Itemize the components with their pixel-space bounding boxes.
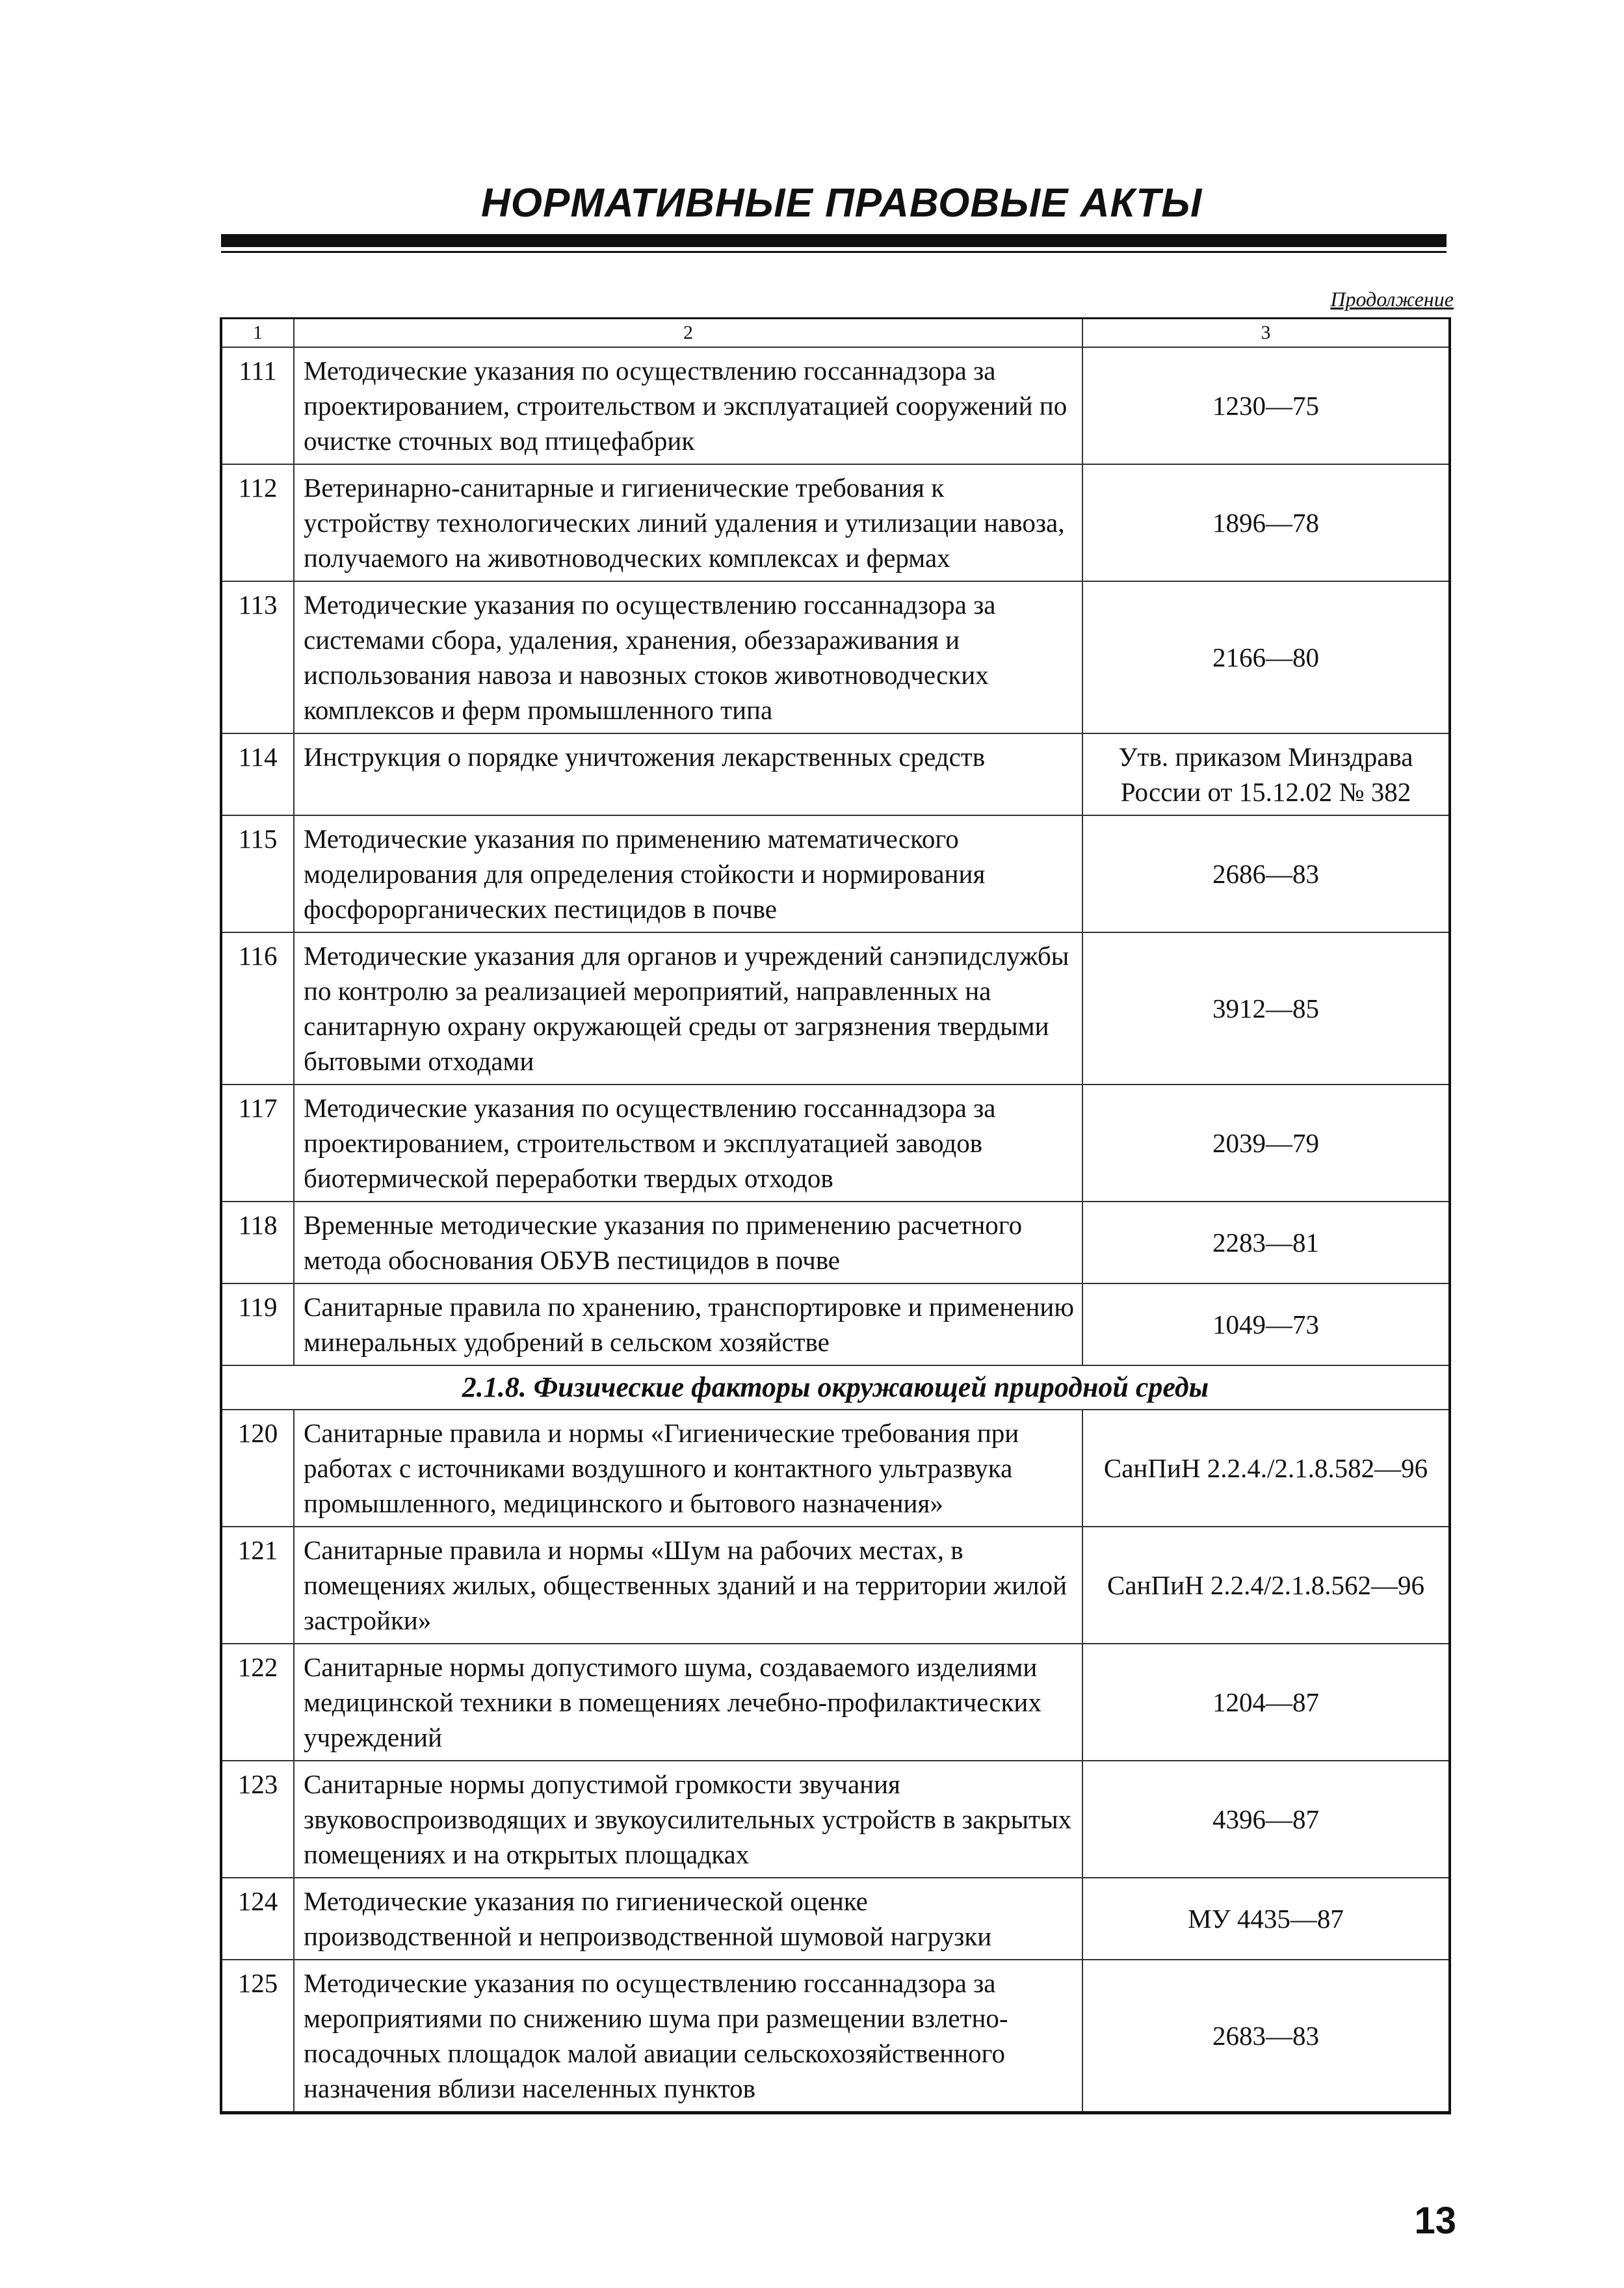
row-description: Методические указания по осуществлению госсаннадзора за проектированием, строительством и эксплуатацией заводов биотермической переработки твердых отходов xyxy=(294,1085,1082,1202)
row-number: 123 xyxy=(221,1761,294,1878)
row-number: 120 xyxy=(221,1410,294,1527)
header-rule-thick xyxy=(221,234,1447,247)
table-row xyxy=(221,1527,1450,1644)
row-description: Санитарные правила по хранению, транспортировке и применению минеральных удобрений в сельском хозяйстве xyxy=(294,1283,1082,1365)
row-number: 113 xyxy=(221,581,294,733)
row-number: 125 xyxy=(221,1960,294,2113)
row-document-code: 4396—87 xyxy=(1082,1761,1450,1878)
row-description: Методические указания по осуществлению госсаннадзора за системами сбора, удаления, хранения, обеззараживания и использования навоза и навозных стоков животноводческих комплексов и ферм промышленного типа xyxy=(294,581,1082,733)
row-number: 124 xyxy=(221,1878,294,1960)
table-row xyxy=(221,1878,1450,1960)
row-document-code: МУ 4435—87 xyxy=(1082,1878,1450,1960)
table-row xyxy=(221,464,1450,581)
page-number: 13 xyxy=(1414,2200,1456,2242)
table-row xyxy=(221,581,1450,733)
table-row xyxy=(221,1085,1450,1202)
row-document-code: 2683—83 xyxy=(1082,1960,1450,2113)
table-row xyxy=(221,733,1450,815)
row-description: Ветеринарно-санитарные и гигиенические требования к устройству технологических линий удаления и утилизации навоза, получаемого на животноводческих комплексах и фермах xyxy=(294,464,1082,581)
row-document-code: 1049—73 xyxy=(1082,1283,1450,1365)
row-description: Санитарные нормы допустимого шума, создаваемого изделиями медицинской техники в помещениях лечебно-профилактических учреждений xyxy=(294,1644,1082,1761)
row-number: 117 xyxy=(221,1085,294,1202)
row-number: 118 xyxy=(221,1202,294,1283)
row-description: Методические указания для органов и учреждений санэпидслужбы по контролю за реализацией мероприятий, направленных на санитарную охрану окружающей среды от загрязнения твердыми бытовыми отходами xyxy=(294,932,1082,1085)
regulations-table xyxy=(220,317,1451,2114)
row-document-code: 2283—81 xyxy=(1082,1202,1450,1283)
row-number: 111 xyxy=(221,347,294,464)
column-header: 2 xyxy=(294,319,1082,348)
section-row xyxy=(221,1365,1450,1410)
table-row xyxy=(221,815,1450,932)
row-description: Санитарные нормы допустимой громкости звучания звуковоспроизводящих и звукоусилительных устройств в закрытых помещениях и на открытых площадках xyxy=(294,1761,1082,1878)
row-document-code: 1230—75 xyxy=(1082,347,1450,464)
row-document-code: СанПиН 2.2.4./2.1.8.582—96 xyxy=(1082,1410,1450,1527)
row-number: 121 xyxy=(221,1527,294,1644)
row-number: 122 xyxy=(221,1644,294,1761)
row-document-code: 2686—83 xyxy=(1082,815,1450,932)
table-row xyxy=(221,1761,1450,1878)
row-number: 115 xyxy=(221,815,294,932)
row-document-code: 1204—87 xyxy=(1082,1644,1450,1761)
table-row xyxy=(221,1283,1450,1365)
section-title: 2.1.8. Физические факторы окружающей природной среды xyxy=(221,1365,1450,1410)
header-rule-thin xyxy=(221,251,1447,253)
table-row xyxy=(221,347,1450,464)
row-description: Инструкция о порядке уничтожения лекарственных средств xyxy=(294,733,1082,815)
table-row xyxy=(221,1202,1450,1283)
row-description: Временные методические указания по применению расчетного метода обоснования ОБУВ пестицидов в почве xyxy=(294,1202,1082,1283)
row-document-code: 1896—78 xyxy=(1082,464,1450,581)
row-description: Методические указания по осуществлению госсаннадзора за мероприятиями по снижению шума при размещении взлетно-посадочных площадок малой авиации сельскохозяйственного назначения вблизи населенных пунктов xyxy=(294,1960,1082,2113)
table-row xyxy=(221,1644,1450,1761)
row-number: 112 xyxy=(221,464,294,581)
table-row xyxy=(221,932,1450,1085)
row-number: 114 xyxy=(221,733,294,815)
row-description: Санитарные правила и нормы «Гигиенические требования при работах с источниками воздушного и контактного ультразвука промышленного, медицинского и бытового назначения» xyxy=(294,1410,1082,1527)
table-row xyxy=(221,1410,1450,1527)
row-document-code: 3912—85 xyxy=(1082,932,1450,1085)
page-title: НОРМАТИВНЫЕ ПРАВОВЫЕ АКТЫ xyxy=(481,181,1203,226)
row-number: 116 xyxy=(221,932,294,1085)
column-header-row xyxy=(221,319,1450,348)
row-document-code: Утв. приказом Минздрава России от 15.12.02 № 382 xyxy=(1082,733,1450,815)
row-description: Санитарные правила и нормы «Шум на рабочих местах, в помещениях жилых, общественных зданий и на территории жилой застройки» xyxy=(294,1527,1082,1644)
table-row xyxy=(221,1960,1450,2113)
column-header: 1 xyxy=(221,319,294,348)
row-description: Методические указания по применению математического моделирования для определения стойкости и нормирования фосфорорганических пестицидов в почве xyxy=(294,815,1082,932)
row-description: Методические указания по осуществлению госсаннадзора за проектированием, строительством и эксплуатацией сооружений по очистке сточных вод птицефабрик xyxy=(294,347,1082,464)
row-document-code: 2039—79 xyxy=(1082,1085,1450,1202)
column-header: 3 xyxy=(1082,319,1450,348)
row-description: Методические указания по гигиенической оценке производственной и непроизводственной шумовой нагрузки xyxy=(294,1878,1082,1960)
row-document-code: СанПиН 2.2.4/2.1.8.562—96 xyxy=(1082,1527,1450,1644)
continuation-label: Продолжение xyxy=(1330,287,1454,311)
row-number: 119 xyxy=(221,1283,294,1365)
row-document-code: 2166—80 xyxy=(1082,581,1450,733)
